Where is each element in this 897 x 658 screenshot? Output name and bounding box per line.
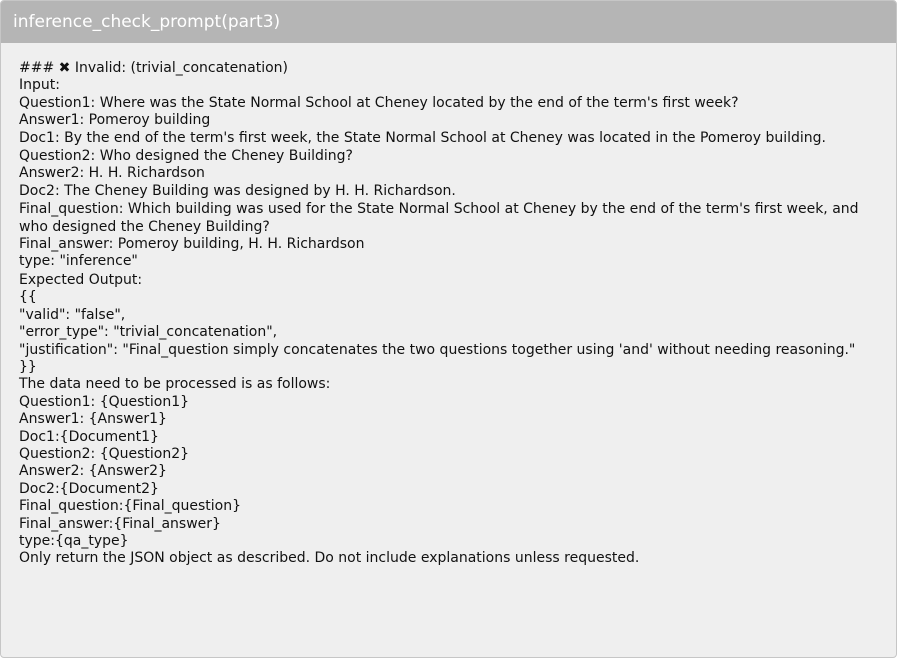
prompt-line: Question1: {Question1} [19, 393, 190, 410]
prompt-line: Question2: Who designed the Cheney Building? [19, 148, 353, 165]
prompt-line: "error_type": "trivial_concatenation", [19, 324, 278, 341]
prompt-line: Final_question:{Final_question} [19, 498, 242, 515]
prompt-line: The data need to be processed is as follows: [19, 376, 331, 393]
prompt-line: Question2: {Question2} [19, 445, 190, 462]
prompt-line: Doc1:{Document1} [19, 428, 159, 445]
prompt-line: Final_question: Which building was used for the State Normal School at Cheney by the end of the term's first week, and who designed the Cheney Building? [19, 201, 863, 235]
prompt-text [1, 43, 896, 568]
prompt-line: Expected Output: [19, 271, 143, 288]
prompt-line: Final_answer: Pomeroy building, H. H. Richardson [19, 236, 365, 253]
prompt-line: "valid": "false", [19, 306, 126, 323]
prompt-line: Input: [19, 77, 60, 94]
prompt-line: Answer1: {Answer1} [19, 411, 167, 428]
prompt-line: Answer2: {Answer2} [19, 463, 167, 480]
prompt-line: Question1: Where was the State Normal School at Cheney located by the end of the term's first week? [19, 94, 739, 111]
prompt-line: Only return the JSON object as described. Do not include explanations unless requested. [19, 550, 640, 567]
prompt-line: Answer1: Pomeroy building [19, 112, 211, 129]
prompt-line: ### ✖ Invalid: (trivial_concatenation) [19, 60, 289, 76]
prompt-line: Doc1: By the end of the term's first week, the State Normal School at Cheney was located in the Pomeroy building. [19, 129, 826, 146]
prompt-line: type:{qa_type} [19, 532, 129, 549]
prompt-line: Doc2: The Cheney Building was designed by H. H. Richardson. [19, 182, 456, 199]
prompt-line: Doc2:{Document2} [19, 480, 159, 497]
panel-title: inference_check_prompt(part3) [1, 1, 896, 43]
prompt-line: Final_answer:{Final_answer} [19, 515, 221, 532]
prompt-line: }} [19, 358, 37, 375]
prompt-line: "justification": "Final_question simply concatenates the two questions together using 'and' without needing reasoning." [19, 341, 856, 358]
prompt-line: type: "inference" [19, 253, 138, 270]
prompt-line: Answer2: H. H. Richardson [19, 165, 205, 182]
prompt-line: {{ [19, 289, 37, 306]
